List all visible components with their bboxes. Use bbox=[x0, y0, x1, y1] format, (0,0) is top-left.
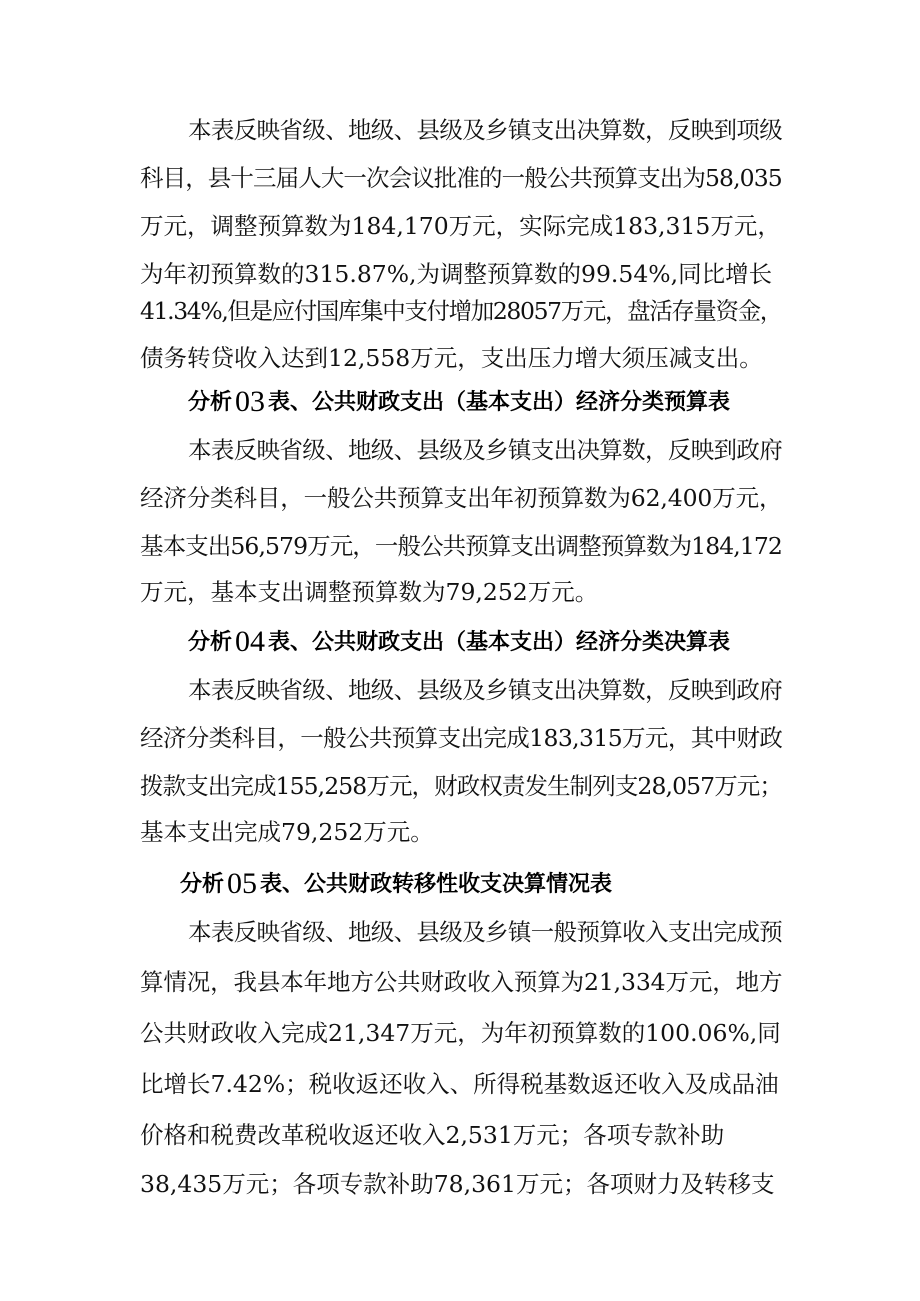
paragraph-line: 万元，调整预算数为184,170万元，实际完成183,315万元， bbox=[140, 212, 781, 240]
heading-prefix: 分析 bbox=[180, 872, 225, 897]
paragraph-line: 38,435万元；各项专款补助78,361万元；各项财力及转移支 bbox=[140, 1170, 775, 1198]
heading-title: 表、公共财政支出（基本支出）经济分类预算表 bbox=[268, 390, 731, 415]
paragraph-line: 拨款支出完成155,258万元，财政权责发生制列支28,057万元； bbox=[140, 772, 782, 800]
paragraph-line: 价格和税费改革税收返还收入2,531万元；各项专款补助 bbox=[140, 1121, 725, 1149]
section-heading-03 bbox=[188, 382, 730, 422]
paragraph-line: 科目，县十三届人大一次会议批准的一般公共预算支出为58,035 bbox=[140, 164, 782, 192]
paragraph-line: 万元，基本支出调整预算数为79,252万元。 bbox=[140, 578, 599, 606]
paragraph-line: 基本支出56,579万元，一般公共预算支出调整预算数为184,172 bbox=[140, 532, 782, 560]
paragraph-line: 41.34%,但是应付国库集中支付增加28057万元，盘活存量资金， bbox=[140, 297, 782, 325]
section-heading-04 bbox=[188, 622, 730, 662]
paragraph-line: 本表反映省级、地级、县级及乡镇支出决算数，反映到政府 bbox=[188, 436, 782, 464]
paragraph-line: 公共财政收入完成21,347万元，为年初预算数的100.06%,同 bbox=[140, 1019, 781, 1047]
heading-prefix: 分析 bbox=[188, 390, 233, 415]
heading-number: 05 bbox=[227, 867, 258, 900]
heading-title: 表、公共财政支出（基本支出）经济分类决算表 bbox=[268, 630, 731, 655]
paragraph-line: 本表反映省级、地级、县级及乡镇支出决算数，反映到项级 bbox=[188, 116, 782, 144]
paragraph-line: 本表反映省级、地级、县级及乡镇支出决算数，反映到政府 bbox=[188, 676, 782, 704]
heading-title: 表、公共财政转移性收支决算情况表 bbox=[260, 872, 613, 897]
heading-prefix: 分析 bbox=[188, 630, 233, 655]
paragraph-line: 算情况，我县本年地方公共财政收入预算为21,334万元，地方 bbox=[140, 968, 782, 996]
heading-number: 04 bbox=[235, 625, 266, 658]
section-heading-05 bbox=[180, 864, 612, 904]
paragraph-line: 为年初预算数的315.87%,为调整预算数的99.54%,同比增长 bbox=[140, 260, 773, 288]
paragraph-line: 本表反映省级、地级、县级及乡镇一般预算收入支出完成预 bbox=[188, 918, 782, 946]
paragraph-line: 债务转贷收入达到12,558万元，支出压力增大须压减支出。 bbox=[140, 344, 763, 372]
paragraph-line: 比增长7.42%；税收返还收入、所得税基数返还收入及成品油 bbox=[140, 1070, 779, 1098]
paragraph-line: 经济分类科目，一般公共预算支出完成183,315万元，其中财政 bbox=[140, 724, 782, 752]
paragraph-line: 基本支出完成79,252万元。 bbox=[140, 818, 434, 846]
heading-number: 03 bbox=[235, 385, 266, 418]
paragraph-line: 经济分类科目，一般公共预算支出年初预算数为62,400万元， bbox=[140, 484, 782, 512]
